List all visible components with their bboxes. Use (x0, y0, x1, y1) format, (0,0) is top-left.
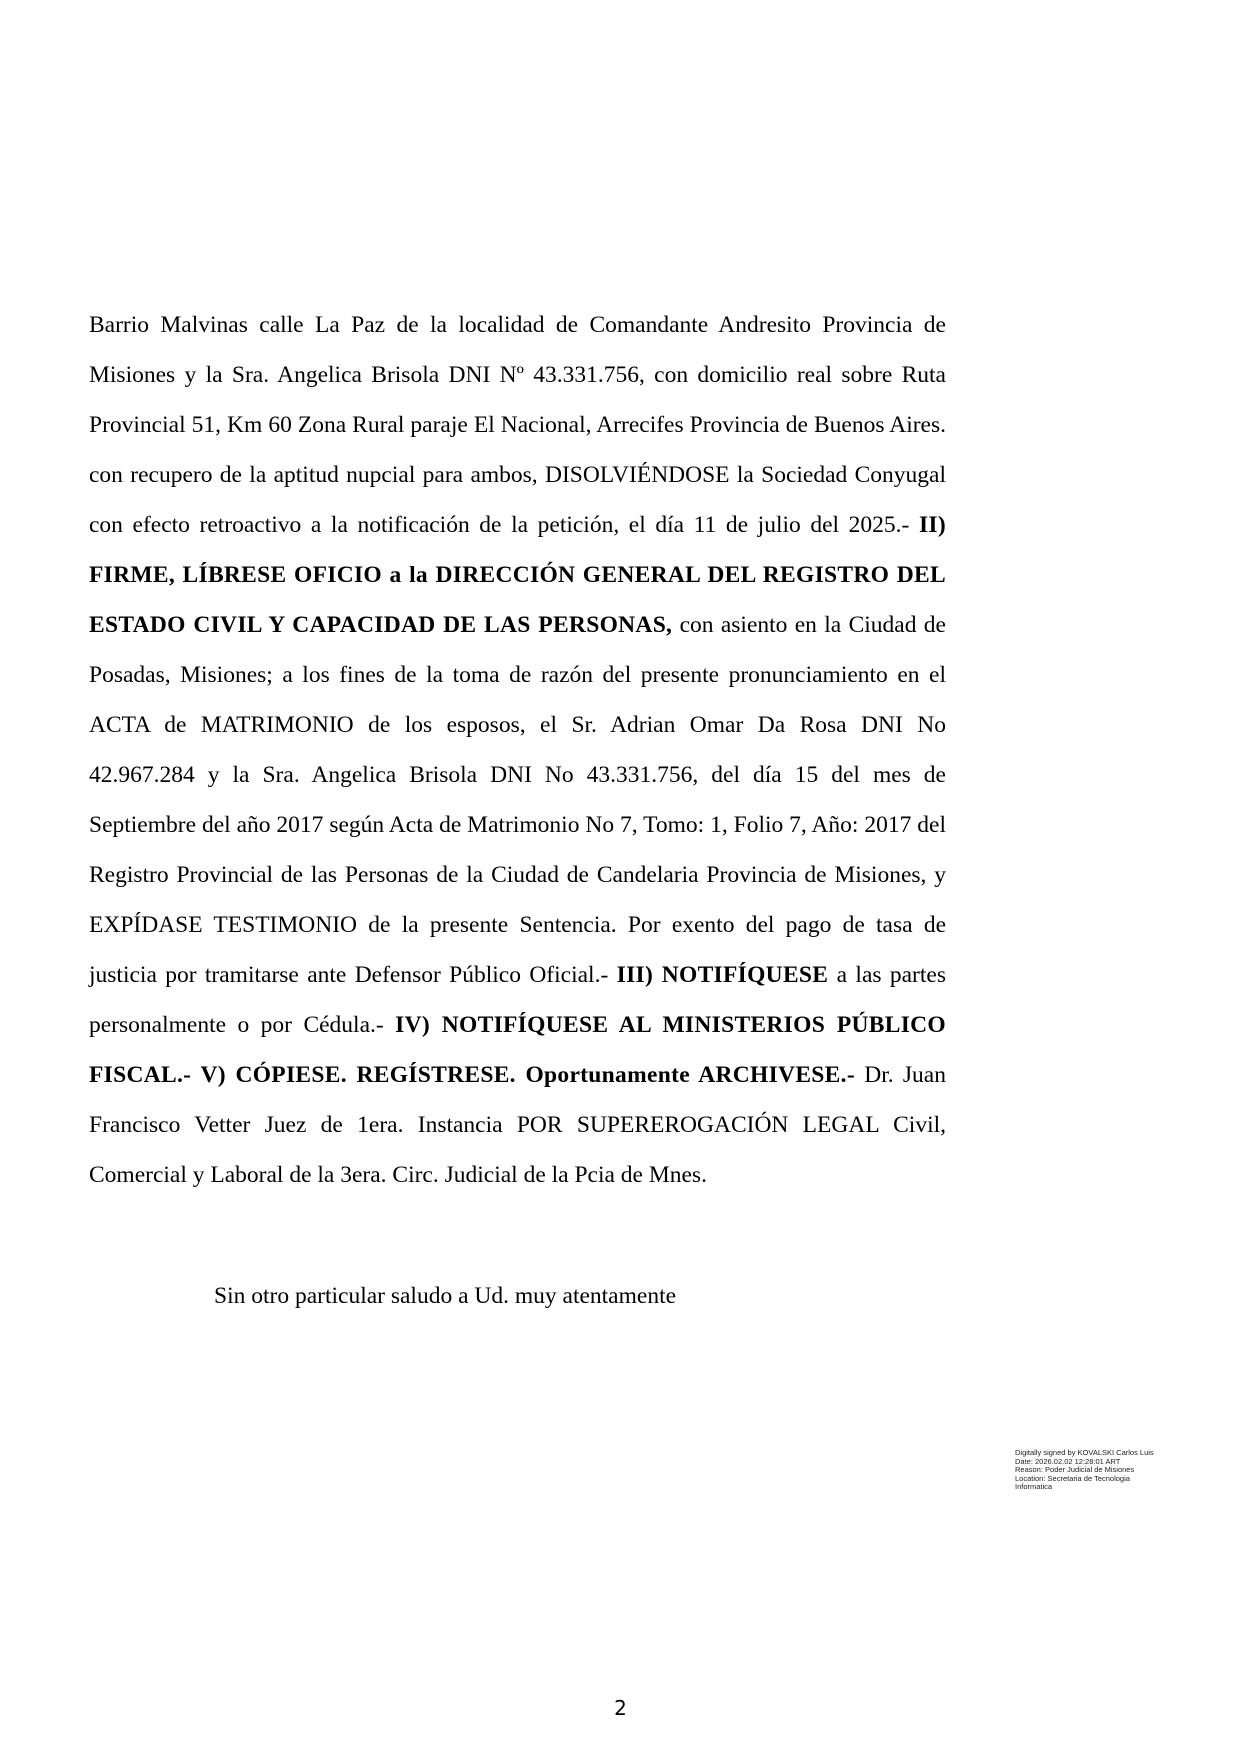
body-paragraph (89, 300, 946, 1200)
signature-line: Location: Secretaria de Tecnologia (1015, 1473, 1130, 1483)
paragraph-bold-3: IV) NOTIFÍQUESE AL MINISTERIOS PÚBLICO FISCAL.- V) CÓPIESE. REGÍSTRESE. Oportunamente ARCHIVESE.- (89, 1012, 946, 1088)
paragraph-text-2: con asiento en la Ciudad de Posadas, Misiones; a los fines de la toma de razón del presente pronunciamiento en el ACTA de MATRIMONIO de los esposos, el Sr. Adrian Omar Da Rosa DNI No 42.967.284 y la Sra. Angelica Brisola DNI No 43.331.756, del día 15 del mes de Septiembre del año 2017 según Acta de Matrimonio No 7, Tomo: 1, Folio 7, Año: 2017 del Registro Provincial de las Personas de la Ciudad de Candelaria Provincia de Misiones, y EXPÍDASE TESTIMONIO de la presente Sentencia. Por exento del pago de tasa de justicia por tramitarse ante Defensor Público Oficial.- (89, 612, 946, 988)
closing-salutation: Sin otro particular saludo a Ud. muy atentamente (214, 1283, 677, 1309)
paragraph-bold-1: II) FIRME, LÍBRESE OFICIO a la DIRECCIÓN GENERAL DEL REGISTRO DEL ESTADO CIVIL Y CAPACIDAD DE LAS PERSONAS, (89, 512, 946, 638)
paragraph-text-3: a las partes personalmente o por Cédula.- (89, 962, 946, 1038)
paragraph-text-4: Dr. Juan Francisco Vetter Juez de 1era. Instancia POR SUPEREROGACIÓN LEGAL Civil, Comercial y Laboral de la 3era. Circ. Judicial de la Pcia de Mnes. (89, 1062, 946, 1188)
signature-line: Date: 2026.02.02 12:28:01 ART (1015, 1456, 1121, 1466)
page-number: 2 (614, 1696, 627, 1720)
signature-line: Reason: Poder Judicial de Misiones (1015, 1465, 1135, 1474)
signature-line: Informatica (1015, 1482, 1053, 1491)
signature-line: Digitally signed by KOVALSKI Carlos Luis (1015, 1448, 1154, 1457)
paragraph-text-1: Barrio Malvinas calle La Paz de la localidad de Comandante Andresito Provincia de Misiones y la Sra. Angelica Brisola DNI Nº 43.331.756, con domicilio real sobre Ruta Provincial 51, Km 60 Zona Rural paraje El Nacional, Arrecifes Provincia de Buenos Aires. con recupero de la aptitud nupcial para ambos, DISOLVIÉNDOSE la Sociedad Conyugal con efecto retroactivo a la notificación de la petición, el día 11 de julio del 2025.- (89, 312, 946, 538)
digital-signature-stamp (1015, 1449, 1175, 1492)
paragraph-bold-2: III) NOTIFÍQUESE (616, 962, 829, 988)
